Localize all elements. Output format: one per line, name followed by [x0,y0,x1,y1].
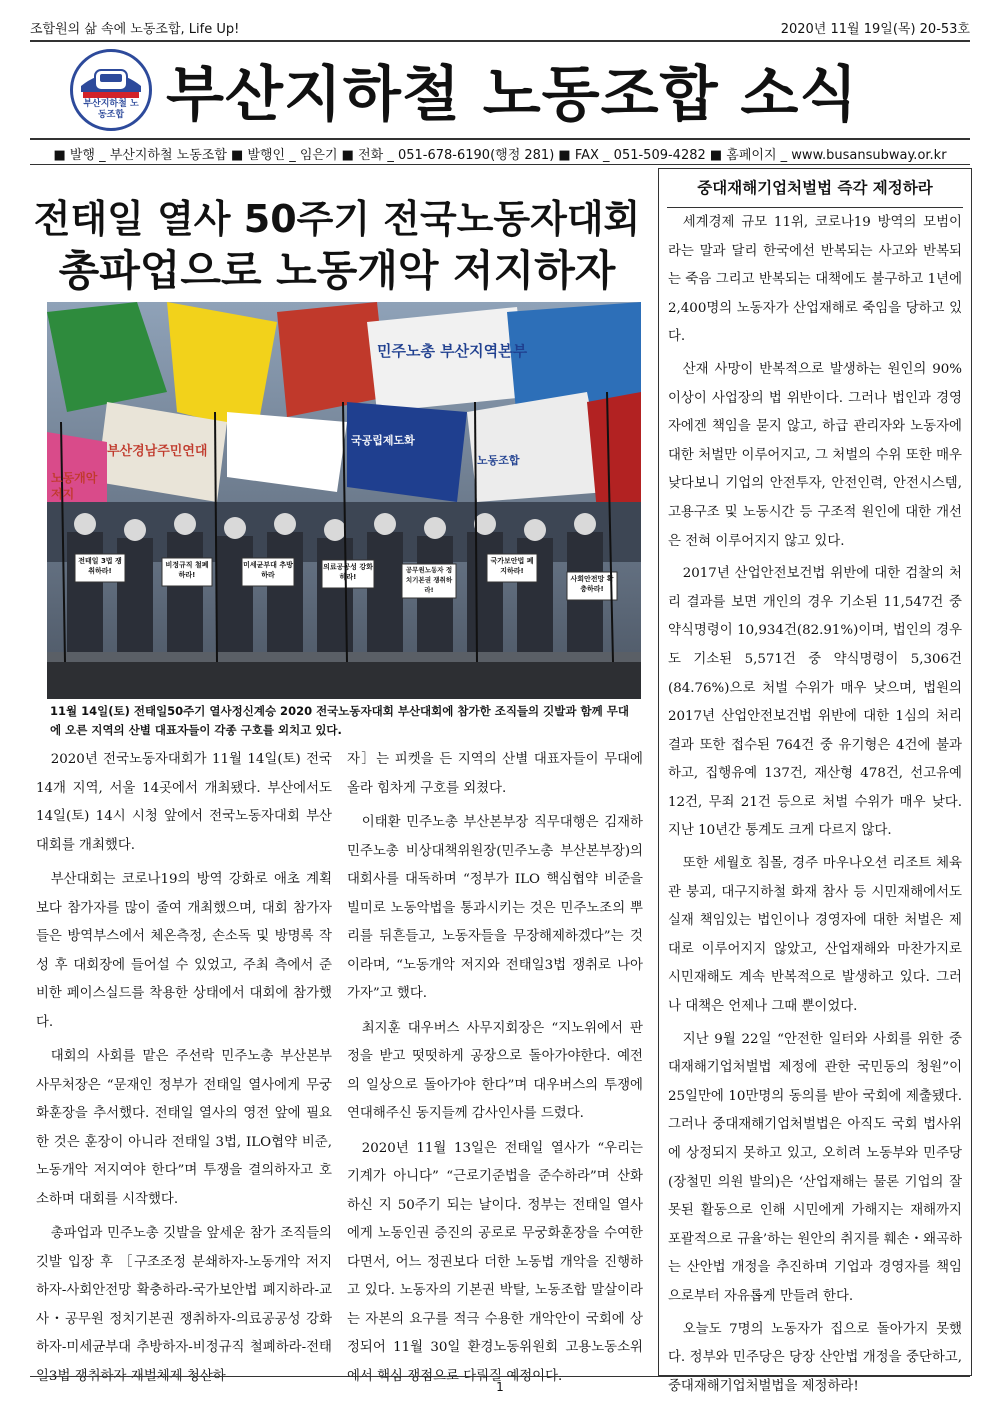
sidebar-paragraph: 지난 9월 22일 “안전한 일터와 사회를 위한 중대재해기업처벌법 제정에 관한 국민동의 청원”이 25일만에 10만명의 동의를 받아 국회에 제출됐다. 그러나 중대재해기업처벌법은 아직도 국회 법사위에 상정되지 못하고 있고, 오히려 노동부와 민주당(장철민 의원 발의)은 ‘산업재해는 물론 기업의 잘못된 활동으로 인해 시민에게 가해지는 재해까지 포괄적으로 규율’하는 원안의 취지를 훼손・왜곡하는 산안법 개정을 추진하며 기업과 경영자를 책임으로부터 자유롭게 만들려 한다. [668,1031,962,1304]
logo-text: 부산지하철 노동조합 [83,99,139,120]
rally-flags-illustration [47,302,641,699]
bottom-rule [30,1376,970,1377]
sidebar-paragraph: 2017년 산업안전보건법 위반에 대한 검찰의 처리 결과를 보면 개인의 경우 기소된 11,547건 중 약식명령이 10,934건(82.91%)이며, 법인의 경우도 기소된 5,571건 중 약식명령이 5,306건(84.76%)으로 처벌 수위가 매우 낮으며, 법원의 2017년 산업안전보건법 위반에 대한 1심의 처리 결과 또한 접수된 764건 중 유기형은 4건에 불과하고, 집행유예 137건, 재산형 478건, 선고유예 12건, 무죄 21건 등으로 처벌 수위가 매우 낮다. 지난 10년간 통계도 크게 다르지 않다. [668,566,962,839]
flag-text-4: 국공립제도화 [351,434,415,447]
masthead-rule [30,138,970,140]
article-paragraph: 부산대회는 코로나19의 방역 강화로 애초 계획보다 참가자를 많이 줄여 개최했으며, 대회 참가자들은 방역부스에서 체온측정, 손소독 및 방명록 작성 후 대회장에 들어설 수 있었고, 주최 측에서 준비한 페이스실드를 착용한 상태에서 대회에 참가했다. [36,872,332,1030]
picket-sign-1: 전태일 3법 쟁취하라! [78,557,122,575]
flag-text-2: 부산경남주민연대 [107,444,208,459]
flag-text-1: 민주노총 부산지역본부 [377,342,528,360]
sidebar-paragraph: 오늘도 7명의 노동자가 집으로 돌아가지 못했다. 정부와 민주당은 당장 산안법 개정을 중단하고, 중대재해기업처벌법을 제정하라! [668,1321,962,1394]
article-paragraph: 2020년 전국노동자대회가 11월 14일(토) 전국 14개 지역, 서울 14곳에서 개최됐다. 부산에서도 14일(토) 14시 시청 앞에서 전국노동자대회 부산대회를 개최했다. [36,752,332,853]
article-column-middle [347,746,643,1397]
page-number: 1 [496,1380,504,1394]
publication-info: ■ 발행 _ 부산지하철 노동조합 ■ 발행인 _ 임은기 ■ 전화 _ 051-678-6190(행정 281) ■ FAX _ 051-509-4282 ■ 홈페이지 _ www.busansubway.or.kr [53,148,947,163]
picket-sign-6: 국가보안법 폐지하라! [490,557,534,575]
flag-text-3: 노동개악저지 [51,471,98,501]
union-logo [70,49,152,131]
masthead [70,50,858,130]
flag-text-5: 노동조합 [477,454,520,467]
slogan: 조합원의 삶 속에 노동조합, Life Up! [30,22,240,37]
sidebar-paragraph: 세계경제 규모 11위, 코로나19 방역의 모범이라는 말과 달리 한국에선 반복되는 사고와 반복되는 죽음 그리고 반복되는 대책에도 불구하고 1년에 2,400명의 노동자가 산업재해로 죽임을 당하고 있다. [668,215,962,345]
article-paragraph: 이태환 민주노총 부산본부장 직무대행은 김재하 민주노총 비상대책위원장(민주노총 부산본부장)의 대회사를 대독하며 “정부가 ILO 핵심협약 비준을 빌미로 노동악법을 통과시키는 것은 민주노조의 뿌리를 뒤흔들고, 노동자들을 무장해제하겠다”는 것이라며, “노동개악 저지와 전태일3법 쟁취로 나아가자”고 했다. [347,815,643,1001]
rally-photo [47,302,641,699]
newsletter-title: 부산지하철 노동조합 소식 [166,60,859,130]
article-paragraph: 대회의 사회를 맡은 주선락 민주노총 부산본부 사무처장은 “문재인 정부가 전태일 열사에게 무궁화훈장을 추서했다. 전태일 열사의 영전 앞에 필요한 것은 훈장이 아니라 전태일 3법, ILO협약 비준, 노동개악 저지여야 한다”며 투쟁을 결의하자고 호소하며 대회를 시작했다. [36,1049,332,1207]
issue-date: 2020년 11월 19일(목) 20-53호 [780,22,970,37]
picket-sign-3: 미세균부대 추방하라 [243,561,293,579]
sidebar-paragraph: 또한 세월호 침몰, 경주 마우나오션 리조트 체육관 붕괴, 대구지하철 화재 참사 등 시민재해에서도 실재 책임있는 법인이나 경영자에 대한 처벌은 제대로 이루어지지 않았고, 산업재해와 마찬가지로 시민재해도 계속 반복적으로 발생하고 있다. 그러나 대책은 언제나 그때 뿐이었다. [668,856,962,1015]
pubinfo-rule [30,164,970,165]
sidebar-paragraph: 산재 사망이 반복적으로 발생하는 원인의 90% 이상이 사업장의 법 위반이다. 그러나 법인과 경영자에겐 책임을 묻지 않고, 하급 관리자와 노동자에 대한 처벌만 이루어지고, 그 처벌의 수위 또한 매우 낮다보니 기업의 안전투자, 안전인력, 안전시스템, 고용구조 및 노동시간 등 구조적 원인에 대한 개선은 전혀 이루어지지 않고 있다. [668,361,962,549]
top-line [30,18,970,37]
picket-sign-7: 사회안전망 확충하라! [570,575,614,593]
sidebar-title-rule [667,207,963,208]
picket-sign-5: 공무원노동자 정치기본권 쟁취하라! [405,566,453,594]
headline-line-1: 전태일 열사 50주기 전국노동자대회 [33,197,641,241]
sidebar-body [668,209,962,1405]
picket-sign-2: 비정규직 철폐하라! [165,561,209,579]
sidebar-title: 중대재해기업처벌법 즉각 제정하라 [697,179,933,197]
top-rule [30,40,970,42]
sidebar-box [658,168,972,1394]
article-column-left [36,746,332,1397]
article-paragraph: 총파업과 민주노총 깃발을 앞세운 참가 조직들의 깃발 입장 후 ［구조조정 분쇄하자-노동개악 저지하자-사회안전망 확충하라-국가보안법 폐지하라-교사・공무원 정치기본권 쟁취하자-의료공공성 강화하자-미세균부대 추방하자-비정규직 철폐하라-전태일3법 쟁취하자-재벌체제 청산하 [36,1226,332,1384]
article-paragraph: 2020년 11월 13일은 전태일 열사가 “우리는 기계가 아니다” “근로기준법을 준수하라”며 산화하신 지 50주기 되는 날이다. 정부는 전태일 열사에게 노동인권 증진의 공로로 무궁화훈장을 수여한다면서, 어느 정권보다 더한 노동법 개악을 진행하고 있다. 노동자의 기본권 박탈, 노동조합 말살이라는 자본의 요구를 적극 수용한 개악안이 국회에 상정되어 11월 30일 환경노동위원회 고용노동소위에서 핵심 쟁점으로 다뤄질 예정이다. [347,1140,643,1384]
photo-caption: 11월 14일(토) 전태일50주기 열사정신계승 2020 전국노동자대회 부산대회에 참가한 조직들의 깃발과 함께 무대에 오른 지역의 산별 대표자들이 각종 구호를 외치고 있다. [50,704,629,737]
headline-line-2: 총파업으로 노동개악 저지하자 [58,246,616,295]
picket-sign-4: 의료공공성 강화하라! [323,563,373,581]
article-paragraph: 최지훈 대우버스 사무지회장은 “지노위에서 판정을 받고 떳떳하게 공장으로 돌아가야한다. 예전의 일상으로 돌아가야 한다”며 대우버스의 투쟁에 연대해주신 동지들께 감사인사를 드렸다. [347,1020,643,1121]
article-paragraph: 자］는 피켓을 든 지역의 산별 대표자들이 무대에 올라 힘차게 구호를 외쳤다. [347,752,643,796]
